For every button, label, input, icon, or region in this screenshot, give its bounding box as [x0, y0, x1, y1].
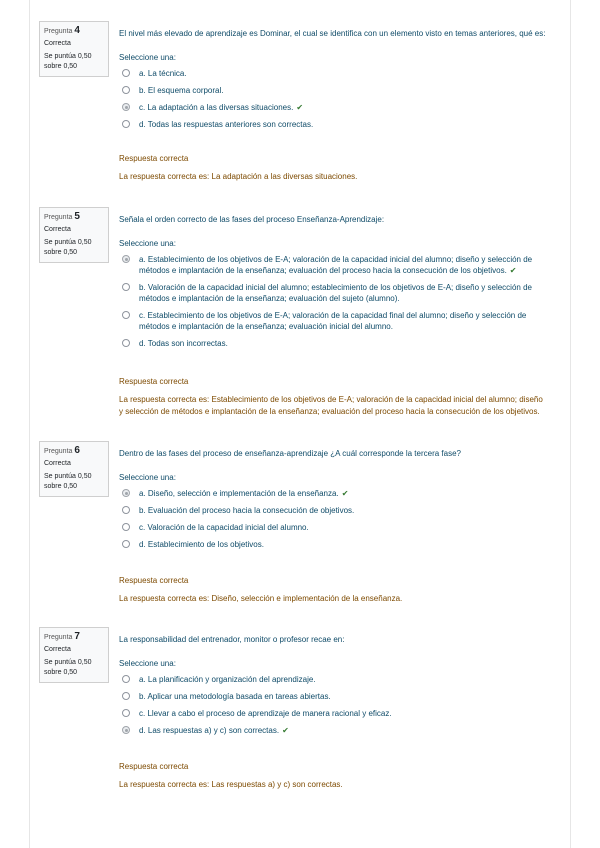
feedback-title: Respuesta correcta — [119, 762, 189, 771]
question-label: Pregunta — [44, 214, 73, 221]
question-info — [39, 207, 109, 263]
question-label: Pregunta — [44, 634, 73, 641]
question-info — [39, 21, 109, 77]
radio-icon[interactable] — [122, 311, 130, 319]
feedback — [119, 154, 549, 183]
answer-options — [119, 674, 549, 736]
radio-icon[interactable] — [122, 339, 130, 347]
answer-prompt: Seleccione una: — [119, 473, 176, 482]
feedback-text: La respuesta correcta es: Diseño, selección e implementación de la enseñanza. — [119, 594, 403, 603]
radio-icon[interactable] — [122, 103, 130, 111]
question-grade: Se puntúa 0,50 sobre 0,50 — [44, 659, 92, 676]
feedback-text: La respuesta correcta es: La adaptación a las diversas situaciones. — [119, 172, 358, 181]
answer-option-d[interactable] — [119, 119, 549, 130]
answer-options — [119, 68, 549, 130]
radio-icon[interactable] — [122, 726, 130, 734]
option-text: d. Todas las respuestas anteriores son correctas. — [139, 120, 314, 129]
radio-icon[interactable] — [122, 523, 130, 531]
answer-option-b[interactable] — [119, 691, 549, 702]
option-text: d. Establecimiento de los objetivos. — [139, 540, 264, 549]
question-content — [119, 214, 549, 416]
check-icon: ✔ — [296, 103, 304, 112]
question-label: Pregunta — [44, 448, 73, 455]
feedback-text: La respuesta correcta es: Las respuestas a) y c) son correctas. — [119, 780, 343, 789]
answer-option-d[interactable] — [119, 338, 549, 349]
option-text: b. Evaluación del proceso hacia la consecución de objetivos. — [139, 506, 355, 515]
radio-icon[interactable] — [122, 675, 130, 683]
answer-option-b[interactable] — [119, 282, 549, 304]
option-text: c. Llevar a cabo el proceso de aprendizaje de manera racional y eficaz. — [139, 709, 392, 718]
answer-option-d[interactable] — [119, 539, 549, 550]
answer-prompt: Seleccione una: — [119, 659, 176, 668]
feedback — [119, 762, 549, 791]
answer-option-c[interactable] — [119, 708, 549, 719]
answer-option-d[interactable] — [119, 725, 549, 736]
question-text: El nivel más elevado de aprendizaje es Dominar, el cual se identifica con un elemento visto en temas anteriores, qué es: — [119, 29, 546, 38]
question-number: 6 — [74, 445, 80, 456]
answer-prompt: Seleccione una: — [119, 53, 176, 62]
feedback — [119, 576, 549, 605]
feedback-title: Respuesta correcta — [119, 377, 189, 386]
feedback-title: Respuesta correcta — [119, 154, 189, 163]
question-state: Correcta — [44, 226, 71, 233]
question-content — [119, 448, 549, 603]
option-text: a. La planificación y organización del aprendizaje. — [139, 675, 316, 684]
answer-option-a[interactable] — [119, 68, 549, 79]
question-number: 5 — [74, 211, 80, 222]
radio-icon[interactable] — [122, 709, 130, 717]
question-text: Dentro de las fases del proceso de enseñanza-aprendizaje ¿A cuál corresponde la tercera fase? — [119, 449, 461, 458]
option-text: b. El esquema corporal. — [139, 86, 224, 95]
question-content — [119, 28, 549, 181]
radio-icon[interactable] — [122, 540, 130, 548]
radio-icon[interactable] — [122, 255, 130, 263]
answer-option-c[interactable] — [119, 310, 549, 332]
answer-option-c[interactable] — [119, 522, 549, 533]
feedback-title: Respuesta correcta — [119, 576, 189, 585]
option-text: c. Establecimiento de los objetivos de E-A; valoración de la capacidad final del alumno; diseño y selección de métodos e implantación de la enseñanza; evaluación inicial del alumno. — [139, 311, 527, 331]
radio-icon[interactable] — [122, 692, 130, 700]
feedback — [119, 377, 549, 418]
radio-icon[interactable] — [122, 506, 130, 514]
answer-option-a[interactable] — [119, 254, 549, 276]
radio-icon[interactable] — [122, 120, 130, 128]
answer-option-b[interactable] — [119, 505, 549, 516]
option-text: b. Aplicar una metodología basada en tareas abiertas. — [139, 692, 331, 701]
question-grade: Se puntúa 0,50 sobre 0,50 — [44, 473, 92, 490]
option-text: a. Establecimiento de los objetivos de E-A; valoración de la capacidad inicial del alumno; diseño y selección de métodos e implantación de la enseñanza; evaluación del proceso hacia la consecución de los objetivos. ✔ — [139, 255, 533, 275]
radio-icon[interactable] — [122, 489, 130, 497]
option-text: b. Valoración de la capacidad inicial del alumno; establecimiento de los objetivos de E-A; diseño y selección de métodos e implantación de la enseñanza; evaluación del sujeto (alumno). — [139, 283, 532, 303]
check-icon: ✔ — [509, 266, 517, 275]
answer-options — [119, 488, 549, 550]
answer-option-c[interactable] — [119, 102, 549, 113]
option-text: d. Todas son incorrectas. — [139, 339, 228, 348]
answer-option-a[interactable] — [119, 674, 549, 685]
question-label: Pregunta — [44, 28, 73, 35]
radio-icon[interactable] — [122, 86, 130, 94]
answer-prompt: Seleccione una: — [119, 239, 176, 248]
check-icon: ✔ — [282, 726, 289, 735]
radio-icon[interactable] — [122, 69, 130, 77]
answer-options — [119, 254, 549, 349]
radio-icon[interactable] — [122, 283, 130, 291]
option-text: c. La adaptación a las diversas situaciones. — [139, 103, 294, 112]
question-info — [39, 627, 109, 683]
option-text: a. Diseño, selección e implementación de la enseñanza. — [139, 489, 339, 498]
question-grade: Se puntúa 0,50 sobre 0,50 — [44, 239, 92, 256]
question-text: La responsabilidad del entrenador, monitor o profesor recae en: — [119, 635, 345, 644]
question-grade: Se puntúa 0,50 sobre 0,50 — [44, 53, 92, 70]
question-text: Señala el orden correcto de las fases del proceso Enseñanza-Aprendizaje: — [119, 215, 385, 224]
option-text: c. Valoración de la capacidad inicial del alumno. — [139, 523, 309, 532]
question-state: Correcta — [44, 460, 71, 467]
feedback-text: La respuesta correcta es: Establecimiento de los objetivos de E-A; valoración de la capacidad inicial del alumno; diseño y selección de métodos e implantación de la enseñanza; evaluación del proceso hacia la consecución de los objetivos. — [119, 395, 543, 416]
question-state: Correcta — [44, 646, 71, 653]
question-state: Correcta — [44, 40, 71, 47]
answer-option-b[interactable] — [119, 85, 549, 96]
check-icon: ✔ — [341, 489, 349, 498]
option-text: d. Las respuestas a) y c) son correctas. — [139, 726, 280, 735]
question-number: 7 — [74, 631, 80, 642]
answer-option-a[interactable] — [119, 488, 549, 499]
option-text: a. La técnica. — [139, 69, 187, 78]
question-info — [39, 441, 109, 497]
question-number: 4 — [74, 25, 80, 36]
question-content — [119, 634, 549, 789]
